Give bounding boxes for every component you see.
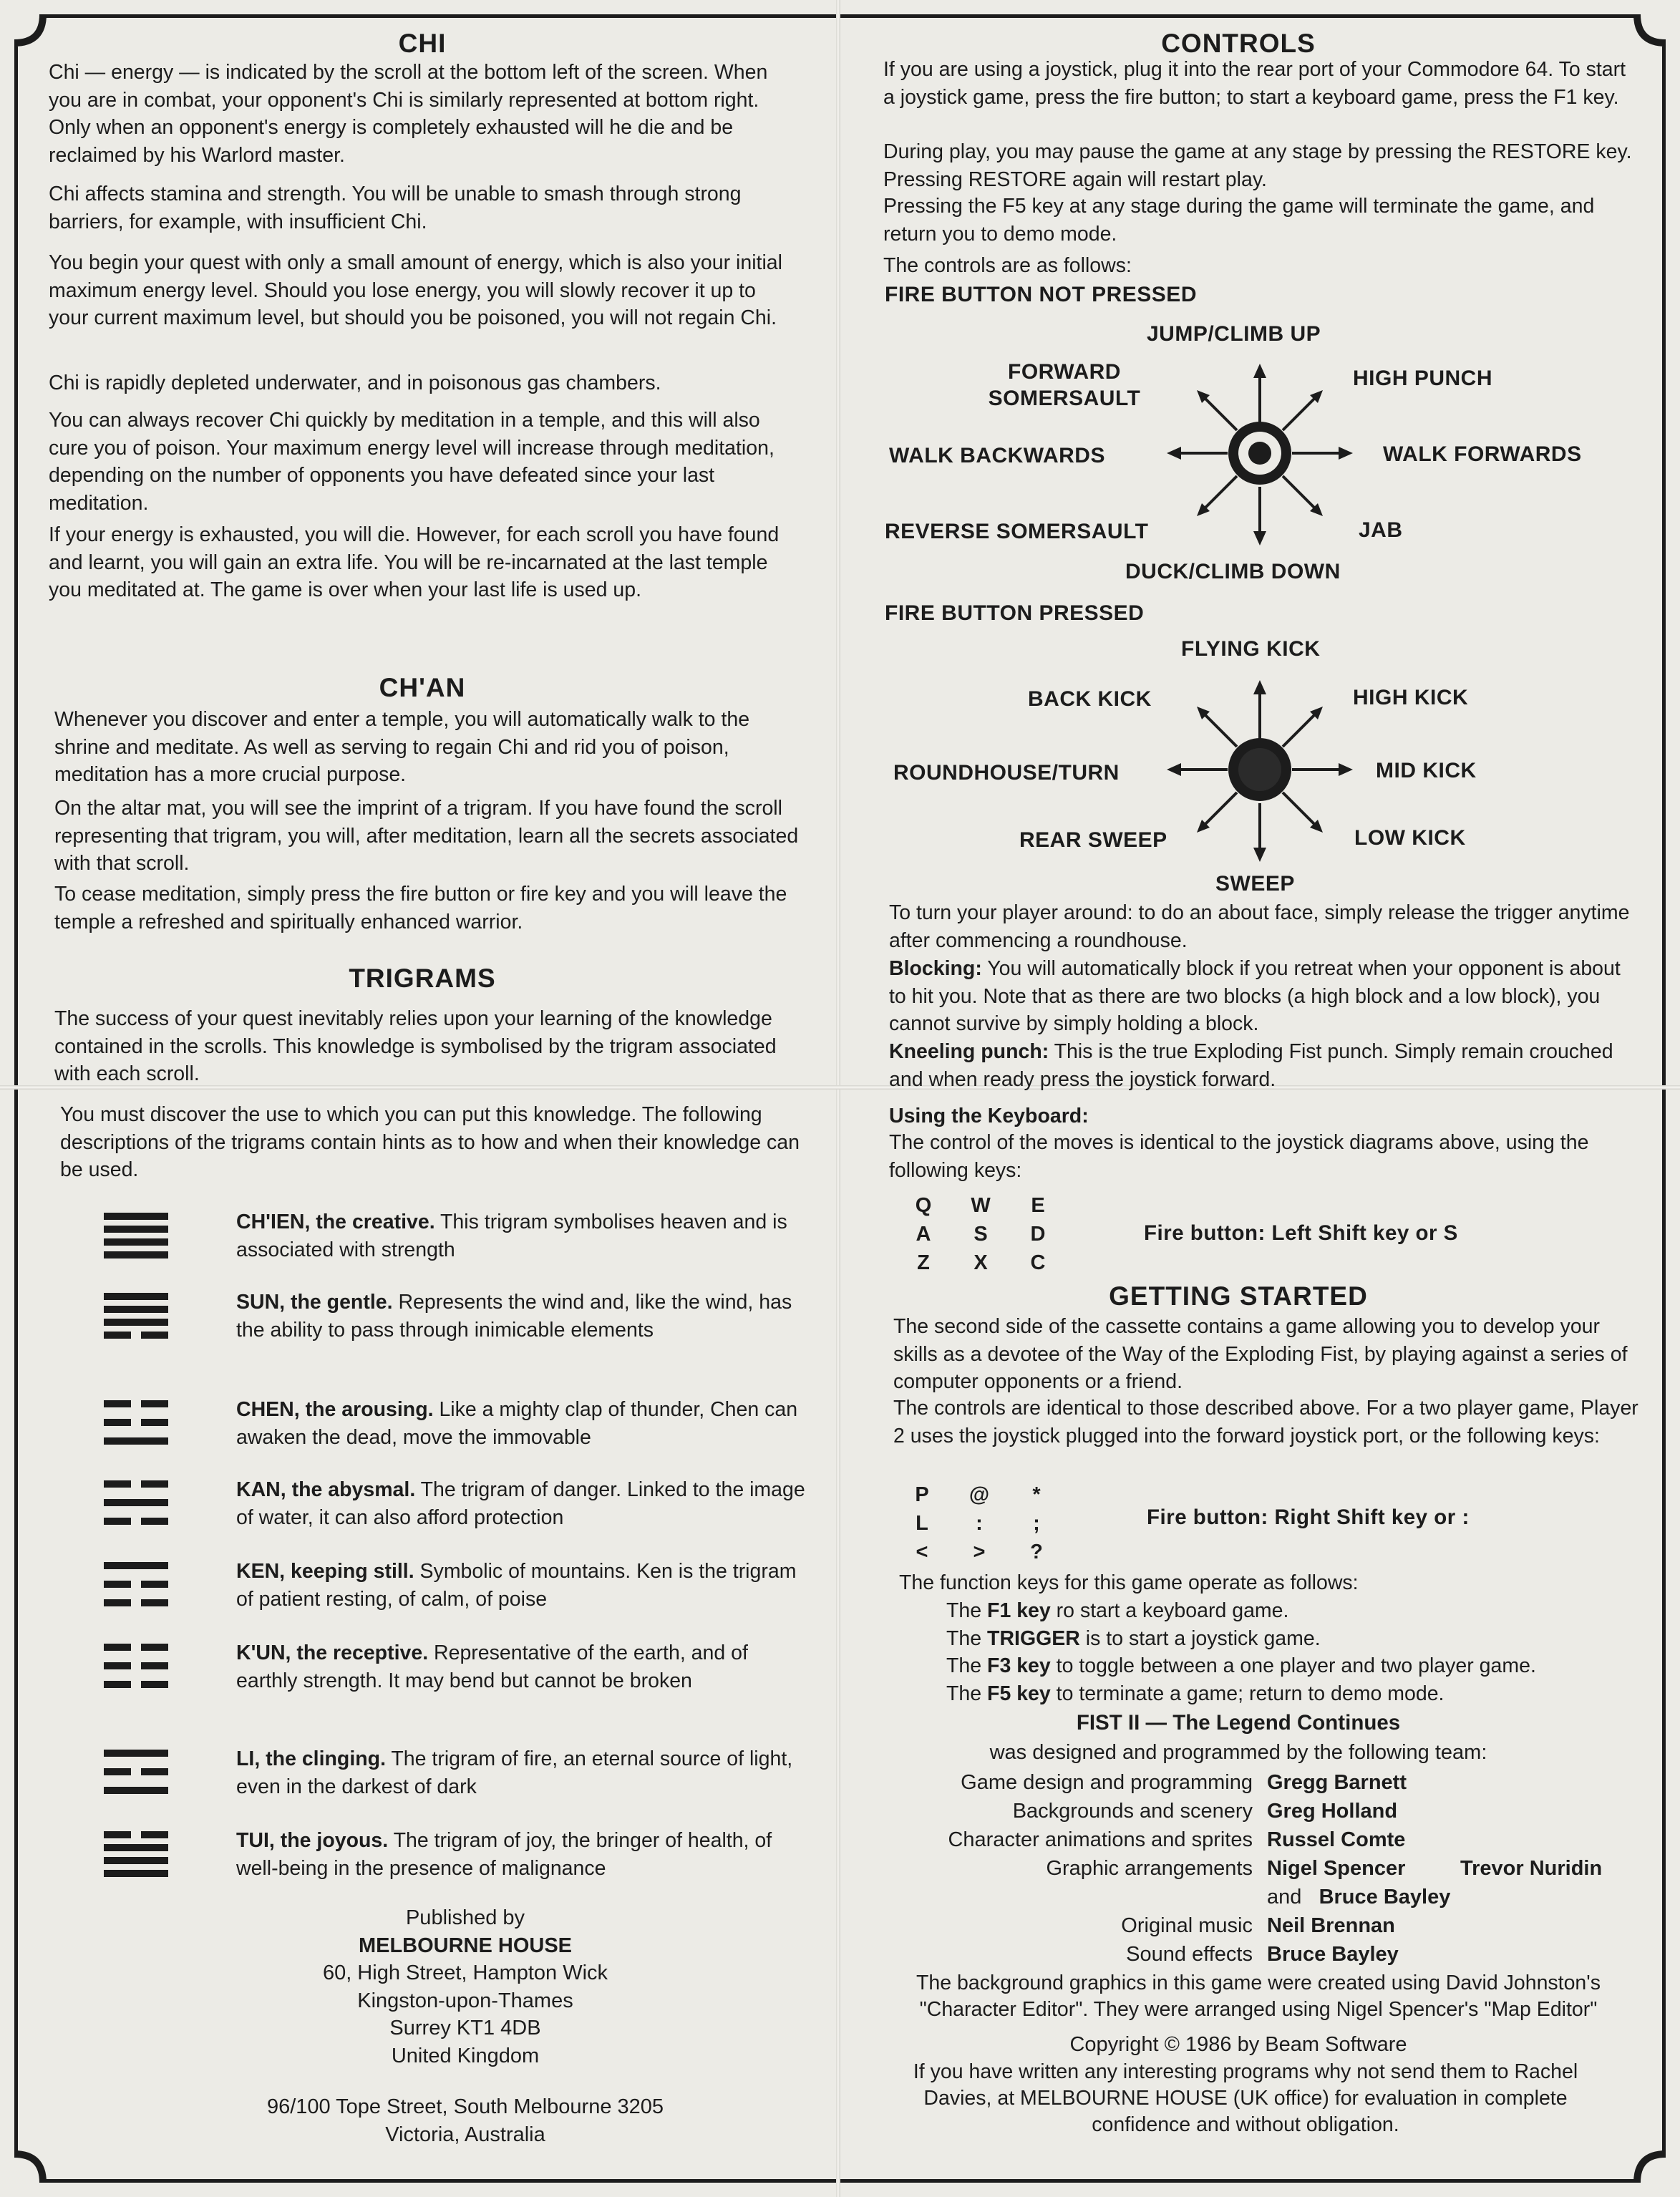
key: P: [915, 1483, 929, 1506]
controls-p1: If you are using a joystick, plug it into the rear port of your Commodore 64. To start a joystick game, press the fire button; to start a keyboard game, press the F1 key.: [883, 58, 1626, 109]
trigrams-p1: The success of your quest inevitably relies upon your learning of the knowledge contained in the scrolls. This knowledge is symbolised by the trigram associated with each scroll.: [54, 1007, 777, 1085]
pr-downright-label: LOW KICK: [1354, 826, 1466, 850]
pr-up-label: FLYING KICK: [1181, 637, 1321, 661]
np-left-label: WALK BACKWARDS: [889, 444, 1105, 467]
credit-name: Bruce Bayley: [1267, 1943, 1399, 1966]
pr-down-label: SWEEP: [1215, 872, 1295, 896]
key: :: [976, 1511, 983, 1535]
publisher-aus-line: Victoria, Australia: [385, 2123, 545, 2146]
controls-title: CONTROLS: [1161, 29, 1316, 58]
credit-name: Gregg Barnett: [1267, 1771, 1407, 1794]
credit-role: Game design and programming: [961, 1771, 1253, 1794]
credit-role: Backgrounds and scenery: [1012, 1800, 1253, 1823]
publisher-aus-block: [172, 2093, 759, 2148]
trigram-sun-icon: [104, 1290, 168, 1340]
trigram-name: LI, the clinging.: [236, 1747, 386, 1770]
fn-item: [946, 1625, 1633, 1653]
fn-post: to toggle between a one player and two player game.: [1050, 1654, 1536, 1677]
trigram-name: CHEN, the arousing.: [236, 1398, 434, 1421]
fn-key: F3 key: [987, 1654, 1051, 1677]
trigram-description: [236, 1745, 809, 1801]
chi-p4: Chi is rapidly depleted underwater, and in poisonous gas chambers.: [49, 372, 661, 394]
published-by: Published by: [405, 1906, 525, 1929]
credit-extra-name: Trevor Nuridin: [1460, 1857, 1603, 1880]
chan-p2: On the altar mat, you will see the imprint of a trigram. If you have found the scroll representing that trigram, you will, after meditation, learn all the secrets associated with that scroll.: [54, 797, 799, 875]
credit-role: Original music: [1121, 1914, 1253, 1937]
publisher-address-line: 60, High Street, Hampton Wick: [322, 1961, 608, 1984]
trigram-name: KAN, the abysmal.: [236, 1478, 416, 1501]
credit-role: Sound effects: [1126, 1943, 1253, 1966]
pr-right-label: MID KICK: [1376, 759, 1477, 782]
key: C: [1030, 1251, 1046, 1274]
trigram-description: [236, 1476, 809, 1532]
fn-key: F1 key: [987, 1599, 1051, 1622]
credit-role: Character animations and sprites: [948, 1828, 1253, 1851]
gs-p1: The second side of the cassette contains a game allowing you to develop your skills as a devotee of the Way of the Exploding Fist, by playing against a series of computer opponents or a friend.: [893, 1315, 1628, 1393]
trigram-description: [236, 1639, 809, 1695]
keyboard-keys-p1: [895, 1191, 1067, 1277]
trigram-ken-icon: [104, 1559, 168, 1609]
key: Z: [917, 1251, 930, 1274]
trigram-text: The trigram of fire, an eternal source of light, even in the darkest of dark: [236, 1747, 793, 1798]
fn-item: [946, 1652, 1633, 1680]
trigram-name: KEN, keeping still.: [236, 1560, 414, 1583]
fn-item: [946, 1680, 1633, 1708]
trigram-name: TUI, the joyous.: [236, 1829, 389, 1852]
credit-and: and: [1267, 1886, 1302, 1909]
kneeling-body: This is the true Exploding Fist punch. Simply remain crouched and when ready press the joystick forward.: [889, 1040, 1613, 1091]
trigram-text: The trigram of joy, the bringer of health, of well-being in the presence of malignance: [236, 1829, 772, 1880]
key: Q: [915, 1193, 932, 1217]
key: @: [968, 1483, 990, 1506]
kneeling-label: Kneeling punch:: [889, 1040, 1049, 1063]
credit-names: [1267, 1768, 1482, 1969]
key: A: [916, 1222, 931, 1246]
credit-name: Neil Brennan: [1267, 1914, 1395, 1937]
key: X: [973, 1251, 988, 1274]
chi-p5: You can always recover Chi quickly by meditation in a temple, and this will also cure you of poison. Your maximum energy level will increase through meditation, depending on the number of opponents you have defeated since your last meditation.: [49, 409, 775, 515]
fn-pre: The: [946, 1626, 988, 1650]
trigram-text: Like a mighty clap of thunder, Chen can awaken the dead, move the immovable: [236, 1398, 798, 1449]
np-right-label: WALK FORWARDS: [1383, 442, 1582, 466]
credits-intro: was designed and programmed by the following team:: [989, 1741, 1487, 1764]
trigram-text: Representative of the earth, and of earthly strength. It may bend but cannot be broken: [236, 1641, 748, 1692]
chan-title: CH'AN: [379, 673, 466, 702]
fn-item: [946, 1597, 1633, 1625]
trigram-chen-icon: [104, 1397, 168, 1447]
fn-post: to terminate a game; return to demo mode.: [1050, 1682, 1444, 1705]
trigram-description: [236, 1289, 809, 1344]
trigram-name: SUN, the gentle.: [236, 1291, 393, 1314]
joystick-diagram-fire: [1160, 674, 1360, 868]
trigrams-title: TRIGRAMS: [349, 964, 496, 993]
trigram-li-icon: [104, 1747, 168, 1797]
chi-title: CHI: [398, 29, 447, 58]
blocking-body: You will automatically block if you retreat when your opponent is about to hit you. Note that as there are two blocks (a high block and a low block), you cannot survive by simply holding a block.: [889, 957, 1621, 1035]
np-upleft-label: FORWARD SOMERSAULT: [988, 360, 1141, 410]
publisher-address-line: United Kingdom: [391, 2044, 540, 2067]
trigram-text: This trigram symbolises heaven and is associated with strength: [236, 1211, 787, 1261]
fn-list: [946, 1597, 1633, 1707]
key: E: [1031, 1193, 1045, 1217]
key: W: [971, 1193, 991, 1217]
keyboard-keys-p2: [893, 1480, 1065, 1566]
np-up-label: JUMP/CLIMB UP: [1147, 322, 1321, 346]
np-downleft-label: REVERSE SOMERSAULT: [885, 520, 1149, 543]
controls-p4: The controls are as follows:: [883, 254, 1132, 277]
publisher-address-line: Kingston-upon-Thames: [357, 1989, 573, 2012]
fn-post: is to start a joystick game.: [1079, 1626, 1321, 1650]
trigram-kun-icon: [104, 1641, 168, 1691]
key: >: [973, 1540, 986, 1563]
credit-name: Russel Comte: [1267, 1828, 1406, 1851]
publisher-name: MELBOURNE HOUSE: [358, 1934, 573, 1957]
trigram-name: K'UN, the receptive.: [236, 1641, 429, 1664]
copyright: Copyright © 1986 by Beam Software: [1069, 2033, 1407, 2056]
key: S: [973, 1222, 988, 1246]
blocking-text: [889, 955, 1641, 1038]
trigram-text: The trigram of danger. Linked to the image of water, it can also afford protection: [236, 1478, 805, 1529]
controls-p2: During play, you may pause the game at any stage by pressing the RESTORE key. Pressing RESTORE again will restart play.: [883, 140, 1632, 191]
pr-upleft-label: BACK KICK: [1028, 687, 1152, 711]
publisher-address-line: Surrey KT1 4DB: [389, 2017, 541, 2040]
chi-p3: You begin your quest with only a small amount of energy, which is also your initial maximum energy level. Should you lose energy, you will slowly recover it up to your current maximum level, but should you be poisoned, you will not regain Chi.: [49, 251, 782, 329]
fire-button-p1: Fire button: Left Shift key or S: [1144, 1221, 1458, 1245]
credit-name: Greg Holland: [1267, 1800, 1398, 1823]
blocking-label: Blocking:: [889, 957, 982, 980]
trigram-chien-icon: [104, 1210, 168, 1260]
bg-graphics-note: The background graphics in this game were created using David Johnston's "Character Editor". They were arranged using Nigel Spencer's "Map Editor": [916, 1972, 1601, 2021]
pr-left-label: ROUNDHOUSE/TURN: [893, 761, 1120, 785]
chan-p1: Whenever you discover and enter a temple, you will automatically walk to the shrine and meditate. As well as serving to regain Chi and rid you of poison, meditation has a more crucial purpose.: [54, 708, 750, 786]
fire-button-p2: Fire button: Right Shift key or :: [1147, 1505, 1470, 1529]
key: ?: [1030, 1540, 1043, 1563]
np-down-label: DUCK/CLIMB DOWN: [1125, 560, 1341, 583]
keyboard-text: The control of the moves is identical to the joystick diagrams above, using the following keys:: [889, 1131, 1589, 1182]
fn-intro: The function keys for this game operate as follows:: [899, 1571, 1359, 1594]
trigrams-p2: You must discover the use to which you can put this knowledge. The following descriptions of the trigrams contain hints as to how and when their knowledge can be used.: [60, 1103, 800, 1181]
pr-downleft-label: REAR SWEEP: [1019, 828, 1167, 852]
fn-pre: The: [946, 1599, 988, 1622]
footer-note: If you have written any interesting programs why not send them to Rachel Davies, at MELBOURNE HOUSE (UK office) for evaluation in complete confidence and without obligation.: [913, 2060, 1578, 2136]
fn-pre: The: [946, 1682, 988, 1705]
kneeling-text: [889, 1038, 1641, 1093]
fire-pressed-heading: FIRE BUTTON PRESSED: [885, 601, 1145, 625]
turn-text: To turn your player around: to do an about face, simply release the trigger anytime after commencing a roundhouse.: [889, 901, 1630, 952]
fire-not-pressed-heading: FIRE BUTTON NOT PRESSED: [885, 283, 1197, 306]
gs-p2: The controls are identical to those described above. For a two player game, Player 2 uses the joystick plugged into the forward joystick port, or the following keys:: [893, 1397, 1638, 1447]
chi-p1: Chi — energy — is indicated by the scroll at the bottom left of the screen. When you are in combat, your opponent's Chi is similarly represented at bottom right. Only when an opponent's energy is completely exhausted will he die and be reclaimed by his Warlord master.: [49, 61, 768, 167]
fn-key: TRIGGER: [987, 1626, 1080, 1650]
trigram-description: [236, 1396, 809, 1452]
publisher-block: [172, 1904, 759, 2070]
getting-started-title: GETTING STARTED: [1109, 1281, 1368, 1311]
trigram-description: [236, 1558, 809, 1614]
credit-name: Nigel Spencer: [1267, 1857, 1406, 1880]
publisher-aus-line: 96/100 Tope Street, South Melbourne 3205: [266, 2095, 664, 2118]
trigram-text: Represents the wind and, like the wind, has the ability to pass through inimicable elements: [236, 1291, 792, 1342]
np-upright-label: HIGH PUNCH: [1353, 367, 1493, 390]
trigram-description: [236, 1208, 809, 1264]
key: D: [1030, 1222, 1046, 1246]
credit-name: Bruce Bayley: [1319, 1886, 1451, 1909]
fn-post: ro start a keyboard game.: [1050, 1599, 1289, 1622]
trigram-tui-icon: [104, 1828, 168, 1878]
chan-p3: To cease meditation, simply press the fire button or fire key and you will leave the temple a refreshed and spiritually enhanced warrior.: [54, 883, 787, 933]
key: *: [1032, 1483, 1041, 1506]
trigram-kan-icon: [104, 1478, 168, 1528]
controls-p3: Pressing the F5 key at any stage during the game will terminate the game, and return you to demo mode.: [883, 195, 1595, 246]
key: <: [916, 1540, 928, 1563]
vertical-fold: [836, 0, 840, 2197]
chi-p2: Chi affects stamina and strength. You will be unable to smash through strong barriers, for example, with insufficient Chi.: [49, 183, 742, 233]
credit-roles: [880, 1768, 1253, 1969]
credit-role: Graphic arrangements: [1046, 1857, 1253, 1880]
trigram-description: [236, 1827, 809, 1883]
trigram-text: Symbolic of mountains. Ken is the trigram of patient resting, of calm, of poise: [236, 1560, 797, 1611]
np-downright-label: JAB: [1359, 518, 1403, 542]
joystick-diagram-idle: [1160, 358, 1360, 551]
chi-p6: If your energy is exhausted, you will die. However, for each scroll you have found and learnt, you will gain an extra life. You will be re-incarnated at the last temple you meditated at. The game is over when your last life is used up.: [49, 523, 780, 601]
key: L: [916, 1511, 928, 1535]
credits-title: FIST II — The Legend Continues: [1076, 1711, 1401, 1735]
fn-pre: The: [946, 1654, 988, 1677]
keyboard-heading: Using the Keyboard:: [889, 1105, 1089, 1127]
trigram-name: CH'IEN, the creative.: [236, 1211, 435, 1233]
key: ;: [1033, 1511, 1040, 1535]
pr-upright-label: HIGH KICK: [1353, 686, 1469, 709]
fn-key: F5 key: [987, 1682, 1051, 1705]
